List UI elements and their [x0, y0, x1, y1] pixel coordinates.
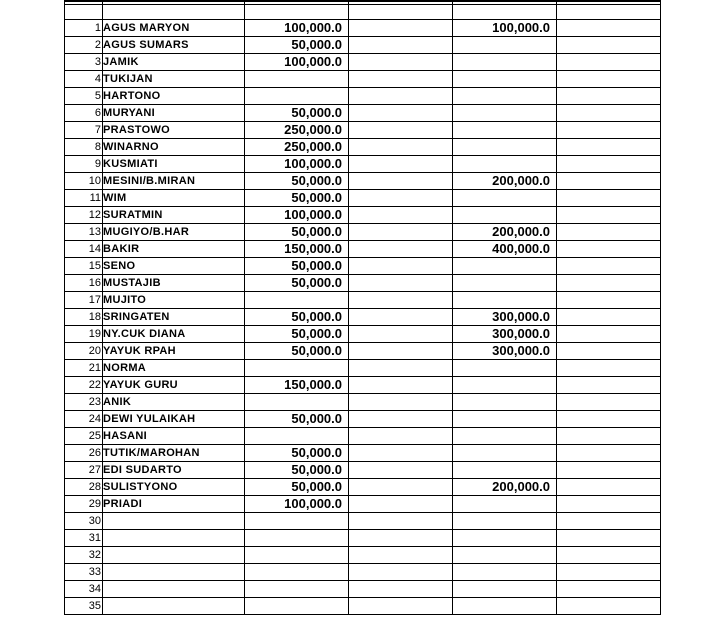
amount-cell[interactable] — [453, 190, 557, 207]
amount-cell[interactable] — [453, 394, 557, 411]
row-number-cell[interactable]: 24 — [65, 411, 103, 428]
name-cell[interactable]: PRIADI — [103, 496, 245, 513]
name-cell[interactable] — [103, 513, 245, 530]
amount-cell[interactable] — [349, 343, 453, 360]
amount-cell[interactable] — [349, 598, 453, 615]
amount-cell[interactable] — [245, 88, 349, 105]
amount-cell[interactable] — [557, 258, 661, 275]
blank-row — [65, 5, 661, 20]
amount-cell[interactable]: 50,000.0 — [245, 343, 349, 360]
name-cell[interactable]: NY.CUK DIANA — [103, 326, 245, 343]
amount-cell[interactable] — [349, 326, 453, 343]
amount-cell[interactable] — [453, 530, 557, 547]
amount-cell[interactable]: 100,000.0 — [245, 156, 349, 173]
amount-cell[interactable] — [349, 54, 453, 71]
name-cell[interactable]: YAYUK RPAH — [103, 343, 245, 360]
name-cell[interactable]: NORMA — [103, 360, 245, 377]
table-row — [65, 258, 661, 275]
amount-cell[interactable]: 250,000.0 — [245, 139, 349, 156]
name-cell[interactable]: MUSTAJIB — [103, 275, 245, 292]
name-cell[interactable]: SULISTYONO — [103, 479, 245, 496]
table-row — [65, 37, 661, 54]
amount-cell[interactable] — [557, 139, 661, 156]
row-number-cell[interactable]: 23 — [65, 394, 103, 411]
amount-cell[interactable] — [349, 224, 453, 241]
amount-cell[interactable] — [557, 275, 661, 292]
amount-cell[interactable] — [349, 530, 453, 547]
row-number-cell[interactable]: 18 — [65, 309, 103, 326]
name-cell[interactable]: EDI SUDARTO — [103, 462, 245, 479]
amount-cell[interactable] — [349, 360, 453, 377]
row-number-cell[interactable]: 6 — [65, 105, 103, 122]
amount-cell[interactable] — [557, 547, 661, 564]
amount-cell[interactable] — [349, 173, 453, 190]
amount-cell[interactable] — [557, 394, 661, 411]
amount-cell[interactable] — [349, 513, 453, 530]
row-number-cell[interactable]: 25 — [65, 428, 103, 445]
amount-cell[interactable]: 200,000.0 — [453, 224, 557, 241]
name-cell[interactable] — [103, 598, 245, 615]
row-number-cell[interactable]: 1 — [65, 20, 103, 37]
amount-cell[interactable] — [349, 122, 453, 139]
amount-cell[interactable] — [557, 479, 661, 496]
amount-cell[interactable] — [557, 598, 661, 615]
name-cell[interactable] — [103, 547, 245, 564]
amount-cell[interactable] — [349, 428, 453, 445]
table-row — [65, 428, 661, 445]
amount-cell[interactable] — [557, 241, 661, 258]
amount-cell[interactable] — [453, 411, 557, 428]
amount-cell[interactable] — [349, 564, 453, 581]
amount-cell[interactable] — [557, 581, 661, 598]
amount-cell[interactable] — [349, 309, 453, 326]
amount-cell[interactable] — [453, 377, 557, 394]
row-number-cell[interactable]: 7 — [65, 122, 103, 139]
amount-cell[interactable]: 50,000.0 — [245, 224, 349, 241]
table-row — [65, 547, 661, 564]
amount-cell[interactable] — [453, 496, 557, 513]
amount-cell[interactable] — [557, 411, 661, 428]
row-number-cell[interactable]: 22 — [65, 377, 103, 394]
amount-cell[interactable] — [557, 156, 661, 173]
amount-cell[interactable] — [245, 530, 349, 547]
amount-cell[interactable] — [349, 462, 453, 479]
table-row — [65, 88, 661, 105]
amount-cell[interactable]: 200,000.0 — [453, 173, 557, 190]
amount-cell[interactable]: 50,000.0 — [245, 462, 349, 479]
table-row — [65, 377, 661, 394]
amount-cell[interactable] — [557, 105, 661, 122]
row-number-cell[interactable]: 14 — [65, 241, 103, 258]
amount-cell[interactable] — [453, 547, 557, 564]
name-cell[interactable] — [103, 581, 245, 598]
amount-cell[interactable] — [453, 54, 557, 71]
name-cell[interactable]: KUSMIATI — [103, 156, 245, 173]
amount-cell[interactable] — [453, 428, 557, 445]
row-number-cell[interactable]: 5 — [65, 88, 103, 105]
amount-cell[interactable] — [453, 445, 557, 462]
amount-cell[interactable]: 50,000.0 — [245, 190, 349, 207]
amount-cell[interactable] — [245, 292, 349, 309]
table-row — [65, 71, 661, 88]
amount-cell[interactable] — [349, 411, 453, 428]
amount-cell[interactable] — [557, 343, 661, 360]
row-number-cell[interactable]: 29 — [65, 496, 103, 513]
amount-cell[interactable] — [453, 258, 557, 275]
table-row — [65, 513, 661, 530]
amount-cell[interactable]: 50,000.0 — [245, 37, 349, 54]
row-number-cell[interactable]: 19 — [65, 326, 103, 343]
row-number-cell[interactable]: 11 — [65, 190, 103, 207]
amount-cell[interactable] — [349, 71, 453, 88]
amount-cell[interactable]: 50,000.0 — [245, 411, 349, 428]
row-number-cell[interactable]: 32 — [65, 547, 103, 564]
amount-cell[interactable] — [453, 139, 557, 156]
amount-cell[interactable] — [557, 122, 661, 139]
table-row — [65, 326, 661, 343]
amount-cell[interactable]: 50,000.0 — [245, 258, 349, 275]
amount-cell[interactable] — [557, 513, 661, 530]
amount-cell[interactable] — [245, 71, 349, 88]
cell — [65, 5, 103, 20]
row-number-cell[interactable]: 31 — [65, 530, 103, 547]
row-number-cell[interactable]: 34 — [65, 581, 103, 598]
amount-cell[interactable]: 100,000.0 — [245, 496, 349, 513]
row-number-cell[interactable]: 33 — [65, 564, 103, 581]
table-row — [65, 190, 661, 207]
table-row — [65, 122, 661, 139]
row-number-cell[interactable]: 10 — [65, 173, 103, 190]
table-row — [65, 581, 661, 598]
row-number-cell[interactable]: 8 — [65, 139, 103, 156]
table-row — [65, 292, 661, 309]
row-number-cell[interactable]: 27 — [65, 462, 103, 479]
amount-cell[interactable] — [557, 37, 661, 54]
name-cell[interactable]: TUKIJAN — [103, 71, 245, 88]
amount-cell[interactable] — [557, 564, 661, 581]
amount-cell[interactable]: 50,000.0 — [245, 275, 349, 292]
amount-cell[interactable] — [557, 88, 661, 105]
amount-cell[interactable] — [453, 207, 557, 224]
amount-cell[interactable] — [349, 581, 453, 598]
amount-cell[interactable] — [453, 71, 557, 88]
name-cell[interactable]: ANIK — [103, 394, 245, 411]
amount-cell[interactable] — [245, 547, 349, 564]
amount-cell[interactable] — [349, 292, 453, 309]
amount-cell[interactable] — [557, 20, 661, 37]
table-row — [65, 530, 661, 547]
amount-cell[interactable] — [453, 513, 557, 530]
amount-cell[interactable] — [557, 71, 661, 88]
amount-cell[interactable]: 100,000.0 — [245, 207, 349, 224]
row-number-cell[interactable]: 26 — [65, 445, 103, 462]
amount-cell[interactable]: 50,000.0 — [245, 326, 349, 343]
amount-cell[interactable] — [453, 292, 557, 309]
row-number-cell[interactable]: 21 — [65, 360, 103, 377]
name-cell[interactable]: AGUS MARYON — [103, 20, 245, 37]
table-row — [65, 479, 661, 496]
amount-cell[interactable] — [557, 377, 661, 394]
amount-cell[interactable] — [453, 105, 557, 122]
cell — [103, 5, 245, 20]
table-row — [65, 224, 661, 241]
table-row — [65, 360, 661, 377]
table-row — [65, 496, 661, 513]
amount-cell[interactable] — [245, 513, 349, 530]
cell — [453, 5, 557, 20]
amount-cell[interactable] — [245, 564, 349, 581]
name-cell[interactable]: WINARNO — [103, 139, 245, 156]
amount-cell[interactable] — [349, 20, 453, 37]
table-row — [65, 139, 661, 156]
name-cell[interactable]: MUGIYO/B.HAR — [103, 224, 245, 241]
table-row — [65, 241, 661, 258]
amount-cell[interactable] — [349, 37, 453, 54]
amount-cell[interactable]: 300,000.0 — [453, 309, 557, 326]
amount-cell[interactable] — [349, 479, 453, 496]
amount-cell[interactable] — [557, 360, 661, 377]
amount-cell[interactable] — [349, 275, 453, 292]
table-row — [65, 411, 661, 428]
amount-cell[interactable] — [557, 462, 661, 479]
spreadsheet-table — [64, 0, 661, 615]
amount-cell[interactable] — [349, 394, 453, 411]
amount-cell[interactable] — [557, 530, 661, 547]
table-row — [65, 564, 661, 581]
name-cell[interactable]: MUJITO — [103, 292, 245, 309]
name-cell[interactable]: MURYANI — [103, 105, 245, 122]
row-number-cell[interactable]: 17 — [65, 292, 103, 309]
amount-cell[interactable] — [349, 547, 453, 564]
amount-cell[interactable]: 100,000.0 — [245, 20, 349, 37]
name-cell[interactable]: TUTIK/MAROHAN — [103, 445, 245, 462]
table-row — [65, 156, 661, 173]
amount-cell[interactable]: 50,000.0 — [245, 309, 349, 326]
row-number-cell[interactable]: 9 — [65, 156, 103, 173]
cell — [349, 5, 453, 20]
name-cell[interactable]: YAYUK GURU — [103, 377, 245, 394]
cell — [557, 5, 661, 20]
amount-cell[interactable]: 200,000.0 — [453, 479, 557, 496]
name-cell[interactable]: SRINGATEN — [103, 309, 245, 326]
amount-cell[interactable] — [349, 88, 453, 105]
amount-cell[interactable] — [557, 326, 661, 343]
table-row — [65, 275, 661, 292]
row-number-cell[interactable]: 13 — [65, 224, 103, 241]
row-number-cell[interactable]: 20 — [65, 343, 103, 360]
amount-cell[interactable] — [453, 598, 557, 615]
row-number-cell[interactable]: 16 — [65, 275, 103, 292]
amount-cell[interactable] — [245, 360, 349, 377]
name-cell[interactable]: HARTONO — [103, 88, 245, 105]
table-row — [65, 207, 661, 224]
name-cell[interactable]: SENO — [103, 258, 245, 275]
amount-cell[interactable] — [349, 139, 453, 156]
amount-cell[interactable] — [453, 122, 557, 139]
amount-cell[interactable] — [557, 428, 661, 445]
table-row — [65, 462, 661, 479]
name-cell[interactable]: HASANI — [103, 428, 245, 445]
amount-cell[interactable] — [349, 445, 453, 462]
amount-cell[interactable]: 400,000.0 — [453, 241, 557, 258]
table-row — [65, 445, 661, 462]
row-number-cell[interactable]: 30 — [65, 513, 103, 530]
amount-cell[interactable] — [557, 496, 661, 513]
name-cell[interactable]: DEWI YULAIKAH — [103, 411, 245, 428]
amount-cell[interactable] — [453, 156, 557, 173]
amount-cell[interactable] — [557, 224, 661, 241]
row-number-cell[interactable]: 35 — [65, 598, 103, 615]
cell — [245, 5, 349, 20]
amount-cell[interactable]: 50,000.0 — [245, 173, 349, 190]
table-row — [65, 343, 661, 360]
name-cell[interactable]: SURATMIN — [103, 207, 245, 224]
amount-cell[interactable] — [557, 173, 661, 190]
amount-cell[interactable] — [557, 207, 661, 224]
amount-cell[interactable] — [557, 190, 661, 207]
amount-cell[interactable] — [349, 377, 453, 394]
row-number-cell[interactable]: 4 — [65, 71, 103, 88]
amount-cell[interactable] — [245, 598, 349, 615]
amount-cell[interactable]: 150,000.0 — [245, 241, 349, 258]
amount-cell[interactable]: 250,000.0 — [245, 122, 349, 139]
amount-cell[interactable] — [349, 496, 453, 513]
table-row — [65, 173, 661, 190]
amount-cell[interactable] — [349, 258, 453, 275]
amount-cell[interactable] — [349, 207, 453, 224]
amount-cell[interactable] — [453, 462, 557, 479]
amount-cell[interactable] — [245, 581, 349, 598]
name-cell[interactable]: MESINI/B.MIRAN — [103, 173, 245, 190]
row-number-cell[interactable]: 15 — [65, 258, 103, 275]
table-row — [65, 20, 661, 37]
name-cell[interactable]: PRASTOWO — [103, 122, 245, 139]
row-number-cell[interactable]: 3 — [65, 54, 103, 71]
table-row — [65, 54, 661, 71]
table-row — [65, 309, 661, 326]
name-cell[interactable]: AGUS SUMARS — [103, 37, 245, 54]
table-row — [65, 394, 661, 411]
amount-cell[interactable] — [453, 88, 557, 105]
amount-cell[interactable]: 100,000.0 — [453, 20, 557, 37]
name-cell[interactable] — [103, 530, 245, 547]
amount-cell[interactable]: 50,000.0 — [245, 445, 349, 462]
amount-cell[interactable]: 50,000.0 — [245, 105, 349, 122]
amount-cell[interactable] — [453, 564, 557, 581]
name-cell[interactable]: BAKIR — [103, 241, 245, 258]
amount-cell[interactable] — [557, 54, 661, 71]
name-cell[interactable]: JAMIK — [103, 54, 245, 71]
row-number-cell[interactable]: 28 — [65, 479, 103, 496]
amount-cell[interactable] — [245, 428, 349, 445]
row-number-cell[interactable]: 2 — [65, 37, 103, 54]
table-row — [65, 105, 661, 122]
amount-cell[interactable] — [453, 360, 557, 377]
amount-cell[interactable] — [349, 105, 453, 122]
amount-cell[interactable] — [349, 156, 453, 173]
amount-cell[interactable]: 100,000.0 — [245, 54, 349, 71]
amount-cell[interactable] — [453, 581, 557, 598]
amount-cell[interactable] — [557, 445, 661, 462]
amount-cell[interactable] — [453, 275, 557, 292]
amount-cell[interactable] — [557, 292, 661, 309]
amount-cell[interactable]: 50,000.0 — [245, 479, 349, 496]
amount-cell[interactable]: 300,000.0 — [453, 343, 557, 360]
row-number-cell[interactable]: 12 — [65, 207, 103, 224]
name-cell[interactable] — [103, 564, 245, 581]
amount-cell[interactable] — [349, 241, 453, 258]
amount-cell[interactable]: 150,000.0 — [245, 377, 349, 394]
amount-cell[interactable] — [349, 190, 453, 207]
amount-cell[interactable] — [453, 37, 557, 54]
amount-cell[interactable]: 300,000.0 — [453, 326, 557, 343]
name-cell[interactable]: WIM — [103, 190, 245, 207]
amount-cell[interactable] — [245, 394, 349, 411]
spreadsheet-body — [65, 1, 661, 615]
table-row — [65, 598, 661, 615]
amount-cell[interactable] — [557, 309, 661, 326]
